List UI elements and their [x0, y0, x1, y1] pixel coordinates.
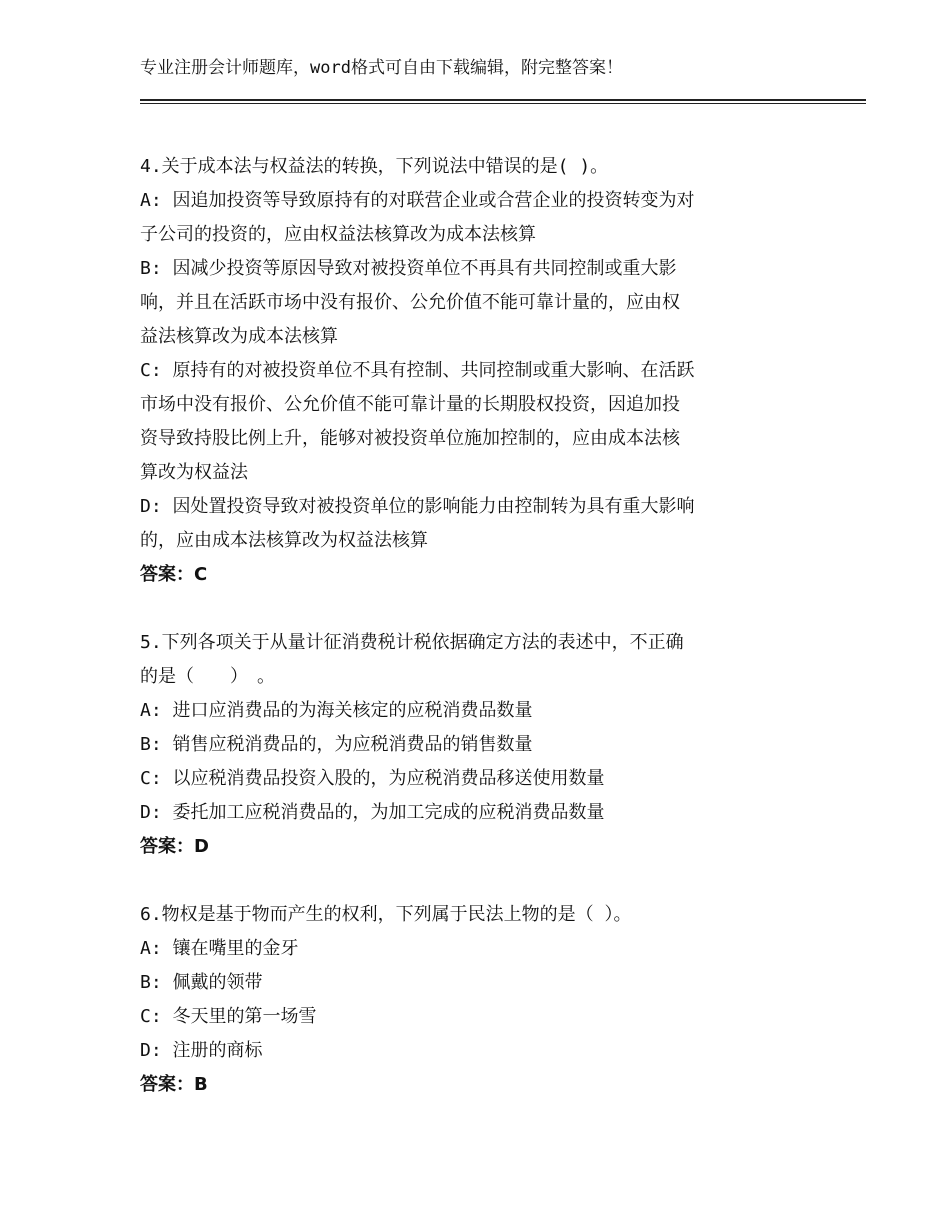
question-6-option-b: B: 佩戴的领带 [140, 972, 263, 993]
question-4-option-c-cont: 资导致持股比例上升，能够对被投资单位施加控制的，应由成本法核 [140, 428, 680, 449]
question-4 [140, 150, 820, 592]
question-6-option-d: D: 注册的商标 [140, 1040, 263, 1061]
question-4-option-a-cont: 子公司的投资的，应由权益法核算改为成本法核算 [140, 224, 536, 245]
question-4-option-a: A: 因追加投资等导致原持有的对联营企业或合营企业的投资转变为对 [140, 190, 695, 211]
question-4-option-b-cont: 响，并且在活跃市场中没有报价、公允价值不能可靠计量的，应由权 [140, 292, 680, 313]
question-4-option-b-cont: 益法核算改为成本法核算 [140, 326, 338, 347]
question-4-option-d-cont: 的，应由成本法核算改为权益法核算 [140, 530, 428, 551]
question-4-option-d: D: 因处置投资导致对被投资单位的影响能力由控制转为具有重大影响 [140, 496, 695, 517]
header-rule-thin [140, 103, 866, 104]
question-6 [140, 898, 820, 1102]
question-5-option-c: C: 以应税消费品投资入股的，为应税消费品移送使用数量 [140, 768, 605, 789]
question-6-answer: 答案：B [140, 1074, 208, 1095]
header-rule-thick [140, 99, 866, 101]
page-header-text: 专业注册会计师题库，word格式可自由下载编辑，附完整答案！ [140, 58, 623, 78]
question-4-answer: 答案：C [140, 564, 208, 585]
question-4-option-c: C: 原持有的对被投资单位不具有控制、共同控制或重大影响、在活跃 [140, 360, 695, 381]
question-5-stem: 5.下列各项关于从量计征消费税计税依据确定方法的表述中，不正确 [140, 632, 684, 653]
question-4-option-b: B: 因减少投资等原因导致对被投资单位不再具有共同控制或重大影 [140, 258, 677, 279]
question-6-option-a: A: 镶在嘴里的金牙 [140, 938, 299, 959]
question-4-option-c-cont: 市场中没有报价、公允价值不能可靠计量的长期股权投资，因追加投 [140, 394, 680, 415]
question-5-option-d: D: 委托加工应税消费品的，为加工完成的应税消费品数量 [140, 802, 605, 823]
question-6-stem: 6.物权是基于物而产生的权利，下列属于民法上物的是（ ）。 [140, 904, 632, 925]
question-5-stem-cont: 的是（ ） 。 [140, 666, 275, 687]
question-4-stem: 4.关于成本法与权益法的转换，下列说法中错误的是( )。 [140, 156, 609, 177]
question-5-answer: 答案：D [140, 836, 209, 857]
question-5-option-a: A: 进口应消费品的为海关核定的应税消费品数量 [140, 700, 533, 721]
question-5-option-b: B: 销售应税消费品的，为应税消费品的销售数量 [140, 734, 533, 755]
question-4-option-c-cont: 算改为权益法 [140, 462, 248, 483]
question-5 [140, 626, 820, 864]
question-list [140, 150, 820, 1136]
question-6-option-c: C: 冬天里的第一场雪 [140, 1006, 317, 1027]
